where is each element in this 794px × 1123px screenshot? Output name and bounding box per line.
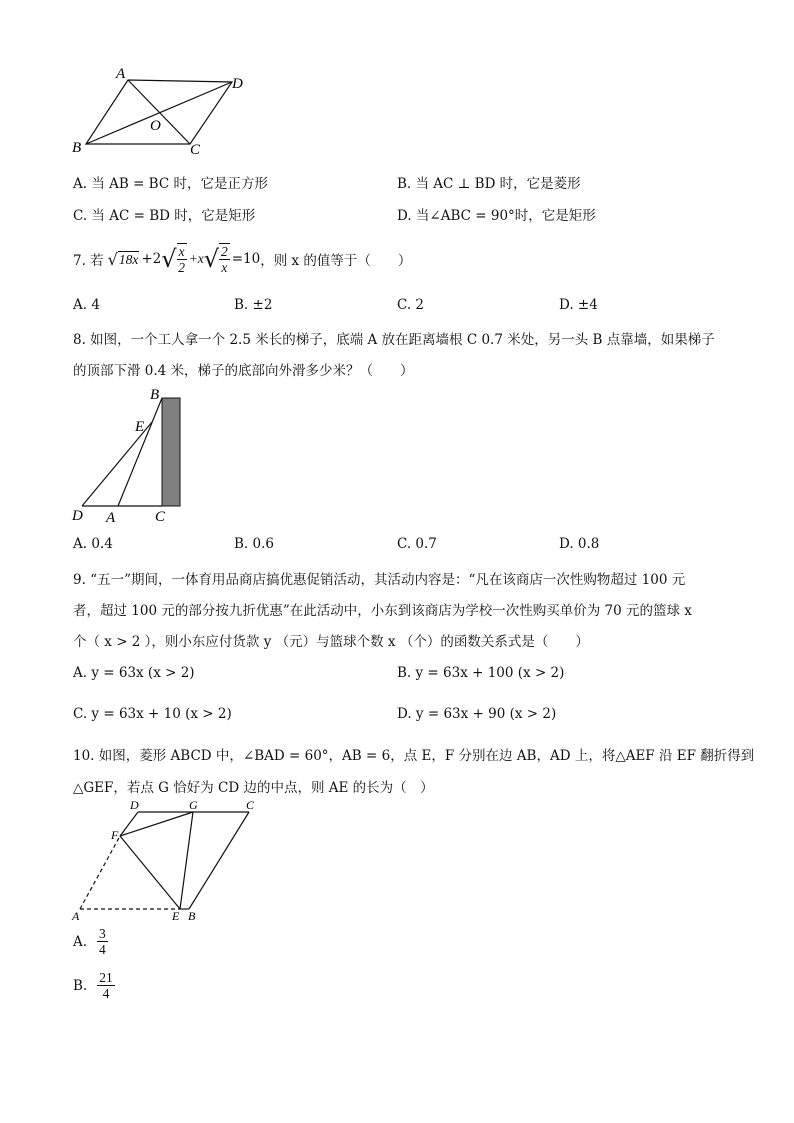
- q7-eq: =10: [231, 251, 261, 267]
- q7-option-a: A. 4: [73, 297, 100, 313]
- q9-option-c: C. y = 63x + 10 (x > 2): [73, 706, 232, 722]
- q9-stem-line3: 个（ x > 2 ），则小东应付货款 y （元）与篮球个数 x （个）的函数关系式是（ ）: [73, 634, 589, 650]
- sqrt-sign: √: [161, 245, 177, 273]
- q8-option-a: A. 0.4: [73, 536, 113, 552]
- q7-frac1-den: 2: [178, 260, 185, 275]
- q10-option-b-label: B.: [73, 977, 88, 994]
- q6-option-b: B. 当 AC ⊥ BD 时，它是菱形: [397, 176, 581, 192]
- fraction-denominator: 4: [102, 986, 110, 1001]
- q10-stem-line1: 10. 如图，菱形 ABCD 中，∠BAD = 60°，AB = 6，点 E，F 分别在边 AB，AD 上，将△AEF 沿 EF 翻折得到: [73, 748, 755, 764]
- label-D: D: [232, 76, 243, 92]
- q7-option-d: D. ±4: [559, 297, 598, 313]
- label-A: A: [106, 510, 116, 526]
- q9-option-d: D. y = 63x + 90 (x > 2): [397, 706, 557, 722]
- label-B: B: [72, 140, 82, 156]
- q7-stem: [73, 242, 411, 276]
- q7-option-c: C. 2: [397, 297, 425, 313]
- q7-frac1-num: x: [178, 244, 185, 259]
- label-C: C: [155, 509, 166, 525]
- q10-option-b: [73, 970, 117, 1001]
- q10-stem-line2: △GEF，若点 G 恰好为 CD 边的中点，则 AE 的长为（ ）: [73, 780, 434, 796]
- q8-option-b: B. 0.6: [234, 536, 274, 552]
- q9-option-b: B. y = 63x + 100 (x > 2): [397, 665, 565, 681]
- q6-option-d: D. 当∠ABC = 90°时，它是矩形: [397, 208, 596, 224]
- q6-option-a: A. 当 AB = BC 时，它是正方形: [73, 176, 268, 192]
- q7-frac2-den: x: [221, 260, 228, 275]
- q9-stem-line2: 者，超过 100 元的部分按九折优惠”在此活动中，小东到该商店为学校一次性购买单价为 70 元的篮球 x: [73, 603, 692, 619]
- sqrt-sign: √: [107, 249, 118, 269]
- label-D: D: [72, 508, 83, 524]
- q9-option-a: A. y = 63x (x > 2): [73, 665, 195, 681]
- q9-stem-line1: 9. “五一”期间，一体育用品商店搞优惠促销活动，其活动内容是：“凡在该商店一次性购物超过 100 元: [73, 572, 686, 588]
- q7-frac2-num: 2: [220, 244, 228, 259]
- label-B: B: [150, 387, 160, 403]
- q10-option-a-fraction: [97, 926, 108, 957]
- q7-plus-x: +x: [188, 251, 204, 266]
- q7-plus2: +2: [141, 251, 162, 267]
- label-C: C: [190, 142, 201, 158]
- fraction-denominator: 4: [99, 942, 106, 957]
- q7-frac2: [219, 243, 230, 275]
- q6-option-c: C. 当 AC = BD 时，它是矩形: [73, 208, 256, 224]
- q10-option-a: [73, 926, 110, 957]
- q10-option-a-label: A.: [73, 933, 88, 950]
- label-E: E: [172, 909, 180, 923]
- q7-suffix: ，则 x 的值等于（ ）: [260, 253, 412, 269]
- ladder-figure: [68, 384, 188, 526]
- parallelogram-figure: [66, 64, 256, 160]
- label-B: B: [188, 909, 196, 923]
- q8-option-c: C. 0.7: [397, 536, 437, 552]
- label-C: C: [246, 798, 255, 812]
- fraction-numerator: 3: [99, 926, 106, 941]
- label-D: D: [130, 798, 139, 812]
- q8-stem-line2: 的顶部下滑 0.4 米，梯子的底部向外滑多少米？（ ）: [73, 363, 414, 379]
- q7-frac1: [177, 243, 187, 275]
- q8-stem-line1: 8. 如图，一个工人拿一个 2.5 米长的梯子，底端 A 放在距离墙根 C 0.7 米处，另一头 B 点靠墙，如果梯子: [73, 332, 715, 348]
- label-F: F: [111, 828, 119, 842]
- sqrt-sign: √: [203, 245, 219, 273]
- q8-option-d: D. 0.8: [559, 536, 600, 552]
- label-O: O: [150, 118, 161, 134]
- q7-prefix: 7. 若: [73, 253, 104, 269]
- rhombus-figure: [66, 796, 266, 924]
- label-G: G: [189, 798, 198, 812]
- label-A: A: [72, 909, 80, 923]
- q7-sqrt-18x: 18x: [118, 251, 139, 267]
- q10-option-b-fraction: [97, 970, 115, 1001]
- label-A: A: [116, 66, 126, 82]
- fraction-numerator: 21: [99, 970, 113, 985]
- label-E: E: [135, 419, 145, 435]
- wall: [162, 398, 180, 506]
- q7-option-b: B. ±2: [234, 297, 273, 313]
